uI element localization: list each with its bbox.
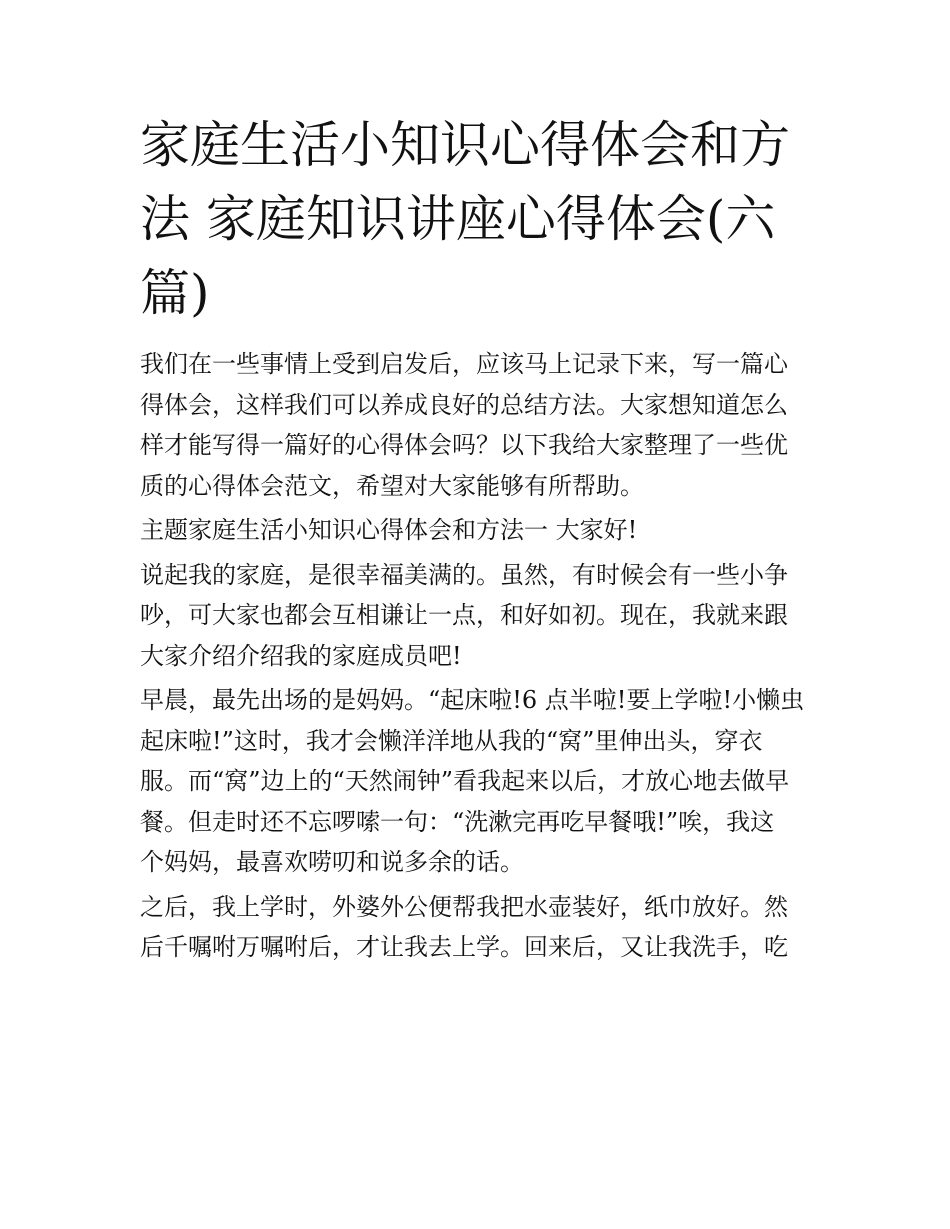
text-line: 样才能写得一篇好的心得体会吗？以下我给大家整理了一些优	[140, 431, 788, 459]
text-line: 得体会，这样我们可以养成良好的总结方法。大家想知道怎么	[140, 390, 788, 419]
text-line: 起床啦!”这时，我才会懒洋洋地从我的“窝”里伸出头，穿衣	[140, 726, 763, 755]
text-line: 后千嘱咐万嘱咐后，才让我去上学。回来后，又让我洗手，吃	[140, 933, 788, 961]
text-line: 餐。但走时还不忘啰嗦一句：“洗漱完再吃早餐哦!”唉，我这	[140, 807, 775, 836]
document-content	[140, 108, 816, 972]
title-line: 家庭生活小知识心得体会和方	[140, 116, 790, 174]
text-line: 早晨，最先出场的是妈妈。“起床啦!6 点半啦!要上学啦!小懒虫	[140, 686, 805, 714]
intro-paragraph	[140, 344, 816, 506]
text-line: 服。而“窝”边上的“天然闹钟”看我起来以后，才放心地去做早	[140, 767, 790, 795]
title-line: 法 家庭知识讲座心得体会(六	[140, 190, 776, 248]
text-line: 大家介绍介绍我的家庭成员吧!	[140, 641, 462, 670]
section-heading-paragraph	[140, 510, 816, 551]
document-title	[140, 108, 816, 330]
text-line: 个妈妈，最喜欢唠叨和说多余的话。	[140, 848, 524, 876]
text-line: 质的心得体会范文，希望对大家能够有所帮助。	[140, 471, 644, 500]
text-line: 说起我的家庭，是很幸福美满的。虽然，有时候会有一些小争	[140, 560, 788, 589]
title-line: 篇)	[140, 264, 210, 322]
text-line: 我们在一些事情上受到启发后，应该马上记录下来，写一篇心	[140, 350, 788, 378]
text-line: 之后，我上学时，外婆外公便帮我把水壶装好，纸巾放好。然	[140, 892, 788, 921]
text-line: 吵，可大家也都会互相谦让一点，和好如初。现在，我就来跟	[140, 601, 788, 629]
text-line: 主题家庭生活小知识心得体会和方法一 大家好!	[140, 516, 638, 544]
morning-paragraph	[140, 680, 816, 883]
school-paragraph	[140, 887, 816, 968]
family-paragraph	[140, 555, 816, 677]
